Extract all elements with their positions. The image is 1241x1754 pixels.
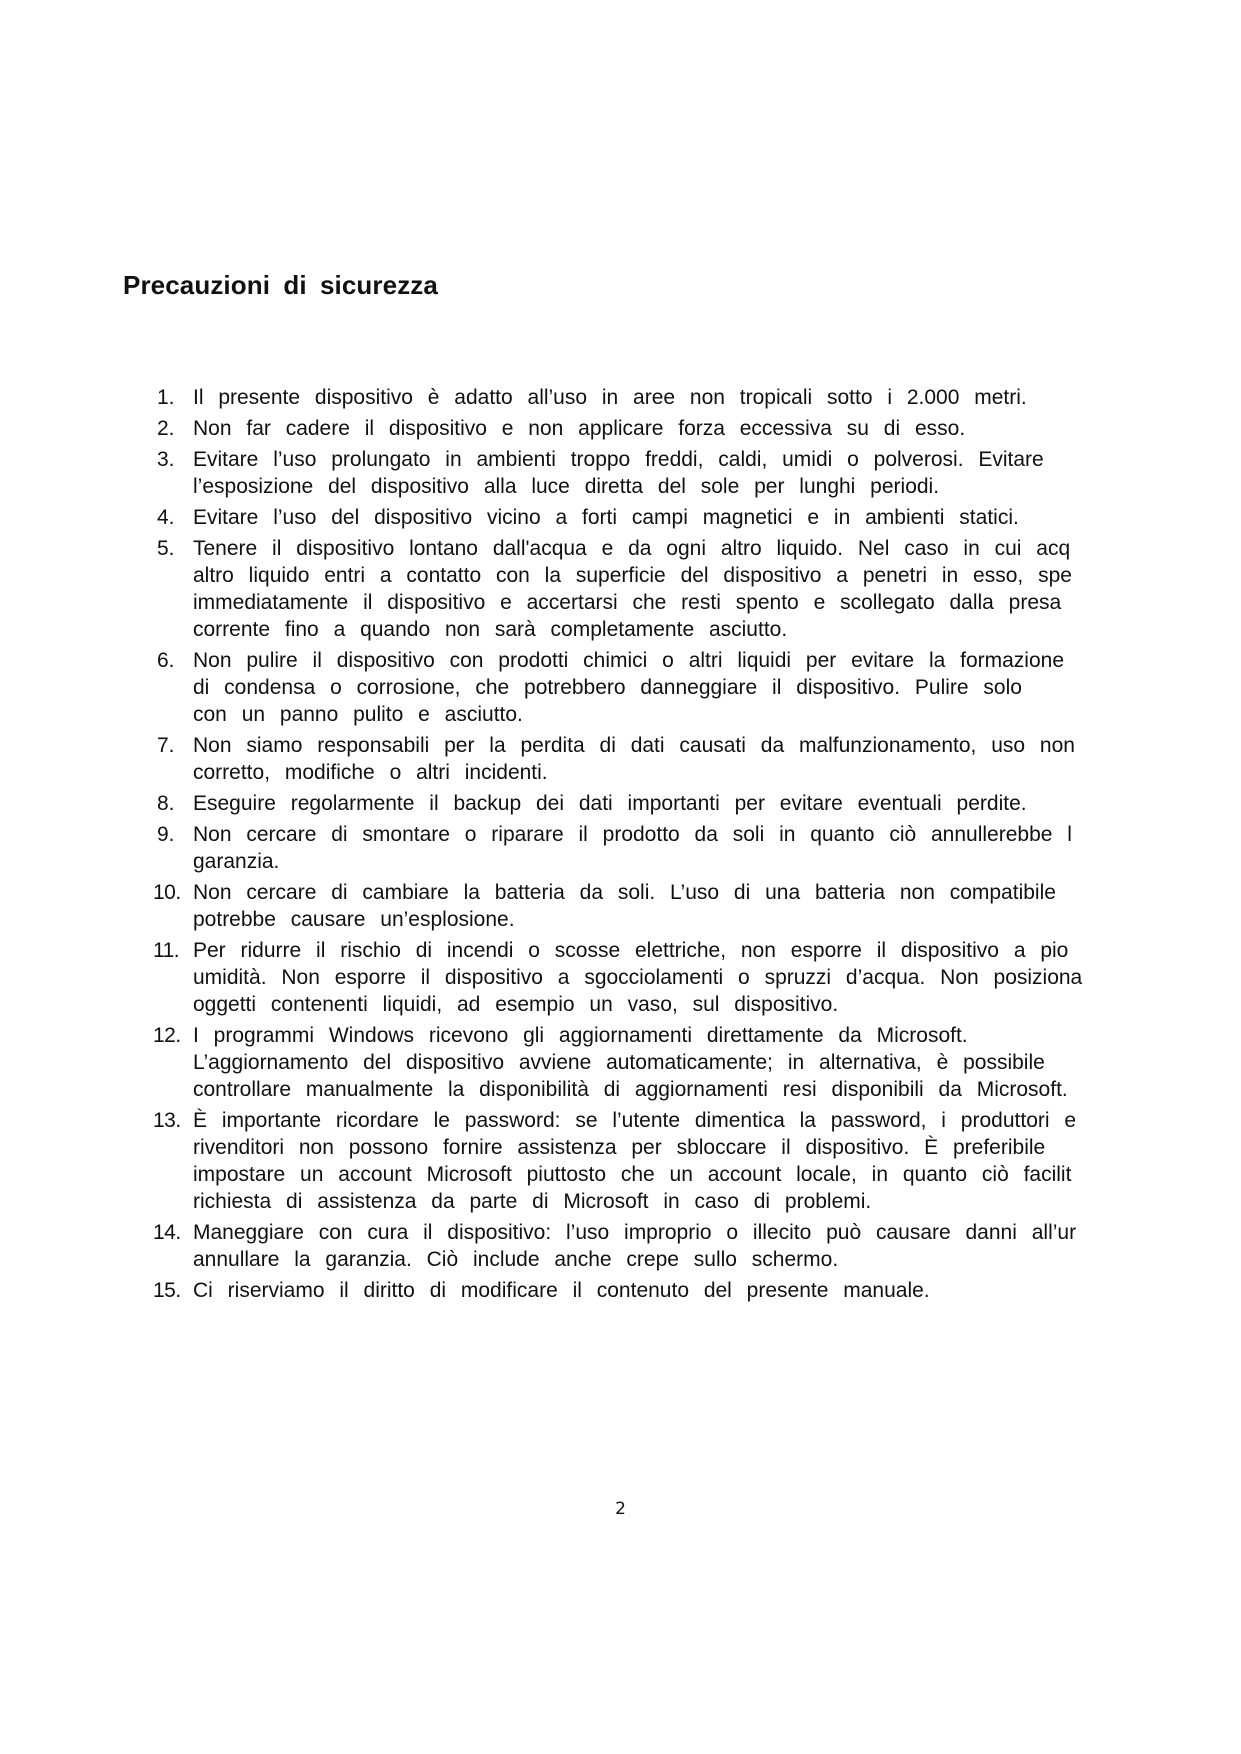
list-item xyxy=(150,879,1205,933)
item-text-line: potrebbe causare un’esplosione. xyxy=(193,908,515,931)
item-text-line: oggetti contenenti liquidi, ad esempio un vaso, sul dispositivo. xyxy=(193,993,839,1016)
item-number: 3. xyxy=(157,448,175,471)
precautions-list xyxy=(150,384,1205,1308)
item-text-line: immediatamente il dispositivo e accertarsi che resti spento e scollegato dalla presa xyxy=(193,591,1062,614)
list-item xyxy=(150,1277,1205,1304)
list-item xyxy=(150,732,1205,786)
item-number: 13. xyxy=(153,1109,181,1132)
page-title: Precauzioni di sicurezza xyxy=(123,270,438,300)
item-text-line: Ci riserviamo il diritto di modificare il contenuto del presente manuale. xyxy=(193,1279,930,1302)
item-text-line: umidità. Non esporre il dispositivo a sgocciolamenti o spruzzi d’acqua. Non posiziona xyxy=(193,966,1083,989)
item-text-line: È importante ricordare le password: se l’utente dimentica la password, i produttori e xyxy=(193,1109,1077,1132)
item-text-line: Non far cadere il dispositivo e non applicare forza eccessiva su di esso. xyxy=(193,417,966,440)
list-item xyxy=(150,790,1205,817)
item-text-line: garanzia. xyxy=(193,850,280,873)
item-text-line: rivenditori non possono fornire assistenza per sbloccare il dispositivo. È preferibile xyxy=(193,1136,1046,1159)
item-text-line: Evitare l’uso prolungato in ambienti troppo freddi, caldi, umidi o polverosi. Evitare xyxy=(193,448,1044,471)
list-item xyxy=(150,535,1205,643)
list-item xyxy=(150,937,1205,1018)
item-text-line: corretto, modifiche o altri incidenti. xyxy=(193,761,548,784)
list-item xyxy=(150,384,1205,411)
item-text-line: Maneggiare con cura il dispositivo: l’uso improprio o illecito può causare danni all’ur xyxy=(193,1221,1077,1244)
item-text-line: impostare un account Microsoft piuttosto che un account locale, in quanto ciò facilit xyxy=(193,1163,1072,1186)
item-number: 6. xyxy=(157,649,175,672)
page-number: 2 xyxy=(615,1499,626,1519)
list-item xyxy=(150,1107,1205,1215)
list-item xyxy=(150,647,1205,728)
item-text-line: Il presente dispositivo è adatto all’uso in aree non tropicali sotto i 2.000 metri. xyxy=(193,386,1027,409)
item-text-line: Non cercare di cambiare la batteria da soli. L’uso di una batteria non compatibile xyxy=(193,881,1056,904)
item-text-line: Non cercare di smontare o riparare il prodotto da soli in quanto ciò annullerebbe l xyxy=(193,823,1072,846)
item-text-line: l’esposizione del dispositivo alla luce diretta del sole per lunghi periodi. xyxy=(193,475,940,498)
item-number: 10. xyxy=(153,881,181,904)
item-number: 11. xyxy=(153,939,180,962)
item-number: 1. xyxy=(157,386,175,409)
item-text-line: annullare la garanzia. Ciò include anche crepe sullo schermo. xyxy=(193,1248,839,1271)
item-text-line: Eseguire regolarmente il backup dei dati importanti per evitare eventuali perdite. xyxy=(193,792,1027,815)
item-number: 5. xyxy=(157,537,175,560)
item-text-line: Evitare l’uso del dispositivo vicino a forti campi magnetici e in ambienti statici. xyxy=(193,506,1019,529)
list-item xyxy=(150,415,1205,442)
item-text-line: I programmi Windows ricevono gli aggiornamenti direttamente da Microsoft. xyxy=(193,1024,968,1047)
item-number: 2. xyxy=(157,417,175,440)
item-number: 7. xyxy=(157,734,175,757)
list-item xyxy=(150,446,1205,500)
item-text-line: richiesta di assistenza da parte di Microsoft in caso di problemi. xyxy=(193,1190,872,1213)
item-text-line: L’aggiornamento del dispositivo avviene automaticamente; in alternativa, è possibile xyxy=(193,1051,1045,1074)
item-text-line: corrente fino a quando non sarà completamente asciutto. xyxy=(193,618,788,641)
list-item xyxy=(150,1022,1205,1103)
item-number: 9. xyxy=(157,823,175,846)
item-number: 12. xyxy=(153,1024,181,1047)
item-number: 4. xyxy=(157,506,175,529)
list-item xyxy=(150,1219,1205,1273)
item-number: 8. xyxy=(157,792,175,815)
item-text-line: Per ridurre il rischio di incendi o scosse elettriche, non esporre il dispositivo a pio xyxy=(193,939,1069,962)
item-text-line: con un panno pulito e asciutto. xyxy=(193,703,523,726)
item-number: 15. xyxy=(153,1279,181,1302)
item-text-line: altro liquido entri a contatto con la superficie del dispositivo a penetri in esso, spe xyxy=(193,564,1072,587)
item-text-line: Tenere il dispositivo lontano dall'acqua e da ogni altro liquido. Nel caso in cui acq xyxy=(193,537,1071,560)
item-text-line: di condensa o corrosione, che potrebbero danneggiare il dispositivo. Pulire solo xyxy=(193,676,1022,699)
item-number: 14. xyxy=(153,1221,181,1244)
item-text-line: Non siamo responsabili per la perdita di dati causati da malfunzionamento, uso non xyxy=(193,734,1075,757)
item-text-line: controllare manualmente la disponibilità di aggiornamenti resi disponibili da Microsoft. xyxy=(193,1078,1068,1101)
item-text-line: Non pulire il dispositivo con prodotti chimici o altri liquidi per evitare la formazione xyxy=(193,649,1065,672)
list-item xyxy=(150,821,1205,875)
list-item xyxy=(150,504,1205,531)
